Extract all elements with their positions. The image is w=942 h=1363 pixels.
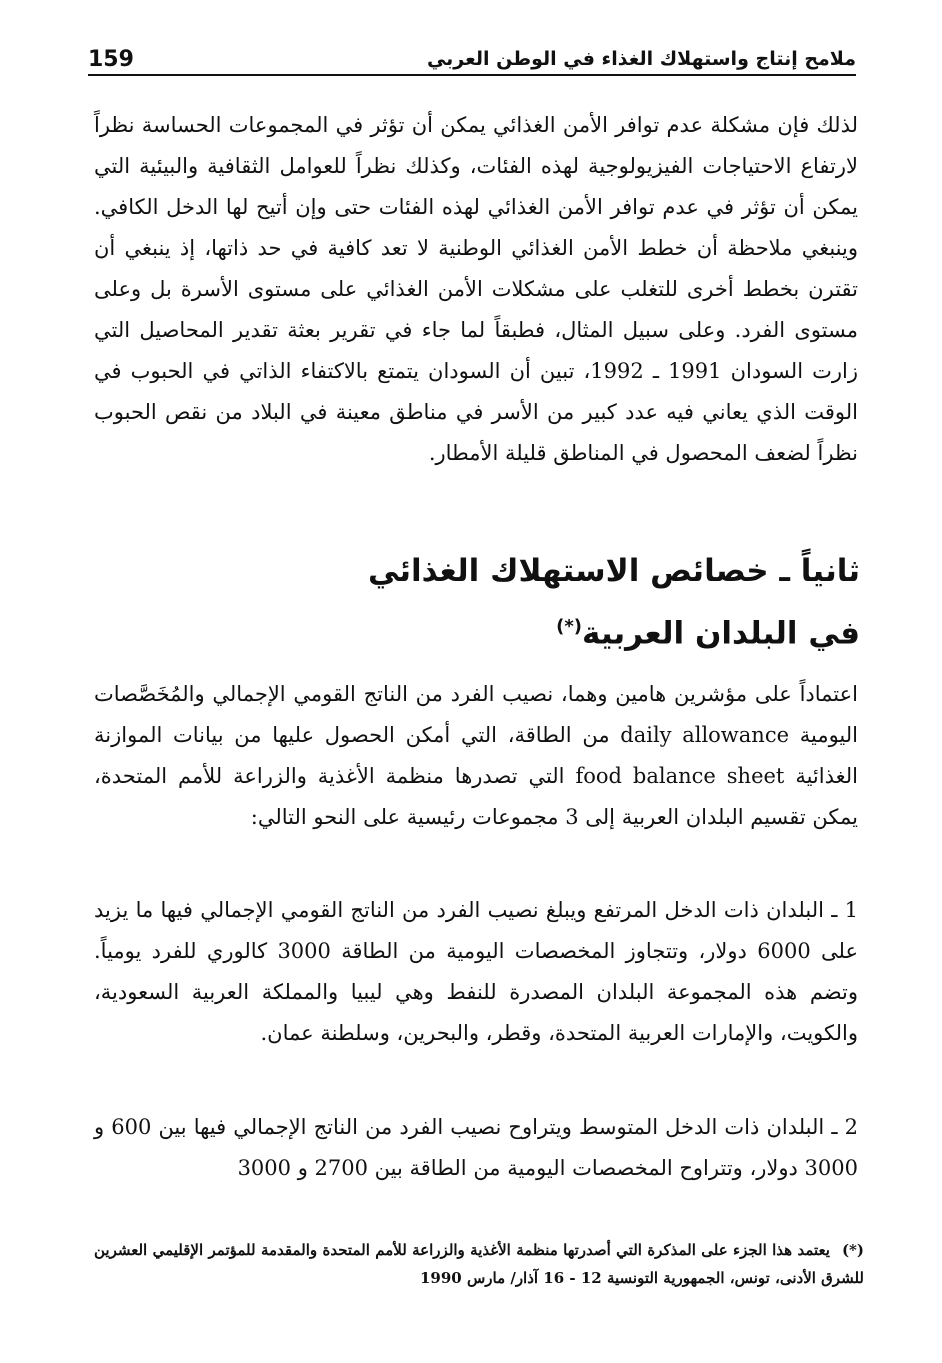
section-heading-line-2: في البلدان العربية	[582, 615, 860, 652]
heading-footnote-marker: (*)	[556, 616, 583, 637]
paragraph-middle-income-group: 2 ـ البلدان ذات الدخل المتوسط ويتراوح نصيب الفرد من الناتج الإجمالي فيها بين 600 و 3000 دولار، وتتراوح المخصصات اليومية من الطاقة بين 2700 و 3000	[94, 1115, 858, 1180]
paragraph-food-security: لذلك فإن مشكلة عدم توافر الأمن الغذائي يمكن أن تؤثر في المجموعات الحساسة نظراً لارتفاع الاحتياجات الفيزيولوجية لهذه الفئات، وكذلك نظراً للعوامل الثقافية والبيئية التي يمكن أن تؤثر في عدم توافر الأمن الغذائي لهذه الفئات حتى وإن أتيح لها الدخل الكافي. وينبغي ملاحظة أن خطط الأمن الغذائي الوطنية لا تعد كافية في حد ذاتها، إذ ينبغي أن تقترن بخطط أخرى للتغلب على مشكلات الأمن الغذائي على مستوى الأسرة بل وعلى مستوى الفرد. وعلى سبيل المثال، فطبقاً لما جاء في تقرير بعثة تقدير المحاصيل التي زارت السودان 1991 ـ 1992، تبين أن السودان يتمتع بالاكتفاء الذاتي في الحبوب في الوقت الذي يعاني فيه عدد كبير من الأسر في مناطق معينة في البلاد من نقص الحبوب نظراً لضعف المحصول في المناطق قليلة الأمطار.	[94, 113, 858, 465]
section-heading-line-1: ثانياً ـ خصائص الاستهلاك الغذائي	[367, 553, 860, 589]
page-header	[88, 40, 856, 76]
paragraph-indicators: اعتماداً على مؤشرين هامين وهما، نصيب الفرد من الناتج القومي الإجمالي والمُخَصَّصات اليومية daily allowance من الطاقة، التي أمكن الحصول عليها من بيانات الموازنة الغذائية food balance sheet التي تصدرها منظمة الأغذية والزراعة للأمم المتحدة، يمكن تقسيم البلدان العربية إلى 3 مجموعات رئيسية على النحو التالي:	[94, 682, 858, 829]
section-heading-line-2-wrap	[94, 599, 860, 661]
page-number: 159	[88, 47, 134, 72]
section-heading	[94, 543, 860, 661]
footnote-text: يعتمد هذا الجزء على المذكرة التي أصدرتها منظمة الأغذية والزراعة للأمم المتحدة والمقدمة للمؤتمر الإقليمي العشرين للشرق الأدنى، تونس، الجمهورية التونسية 12 - 16 آذار/ مارس 1990	[94, 1241, 864, 1287]
footnote	[94, 1236, 864, 1292]
running-title: ملامح إنتاج واستهلاك الغذاء في الوطن العربي	[426, 48, 856, 70]
footnote-marker: (*)	[841, 1241, 864, 1259]
paragraph-high-income-group: 1 ـ البلدان ذات الدخل المرتفع ويبلغ نصيب الفرد من الناتج القومي الإجمالي فيها ما يزيد على 6000 دولار، وتتجاوز المخصصات اليومية من الطاقة 3000 كالوري للفرد يومياً. وتضم هذه المجموعة البلدان المصدرة للنفط وهي ليبيا والمملكة العربية السعودية، والكويت، والإمارات العربية المتحدة، وقطر، والبحرين، وسلطنة عمان.	[94, 898, 858, 1045]
